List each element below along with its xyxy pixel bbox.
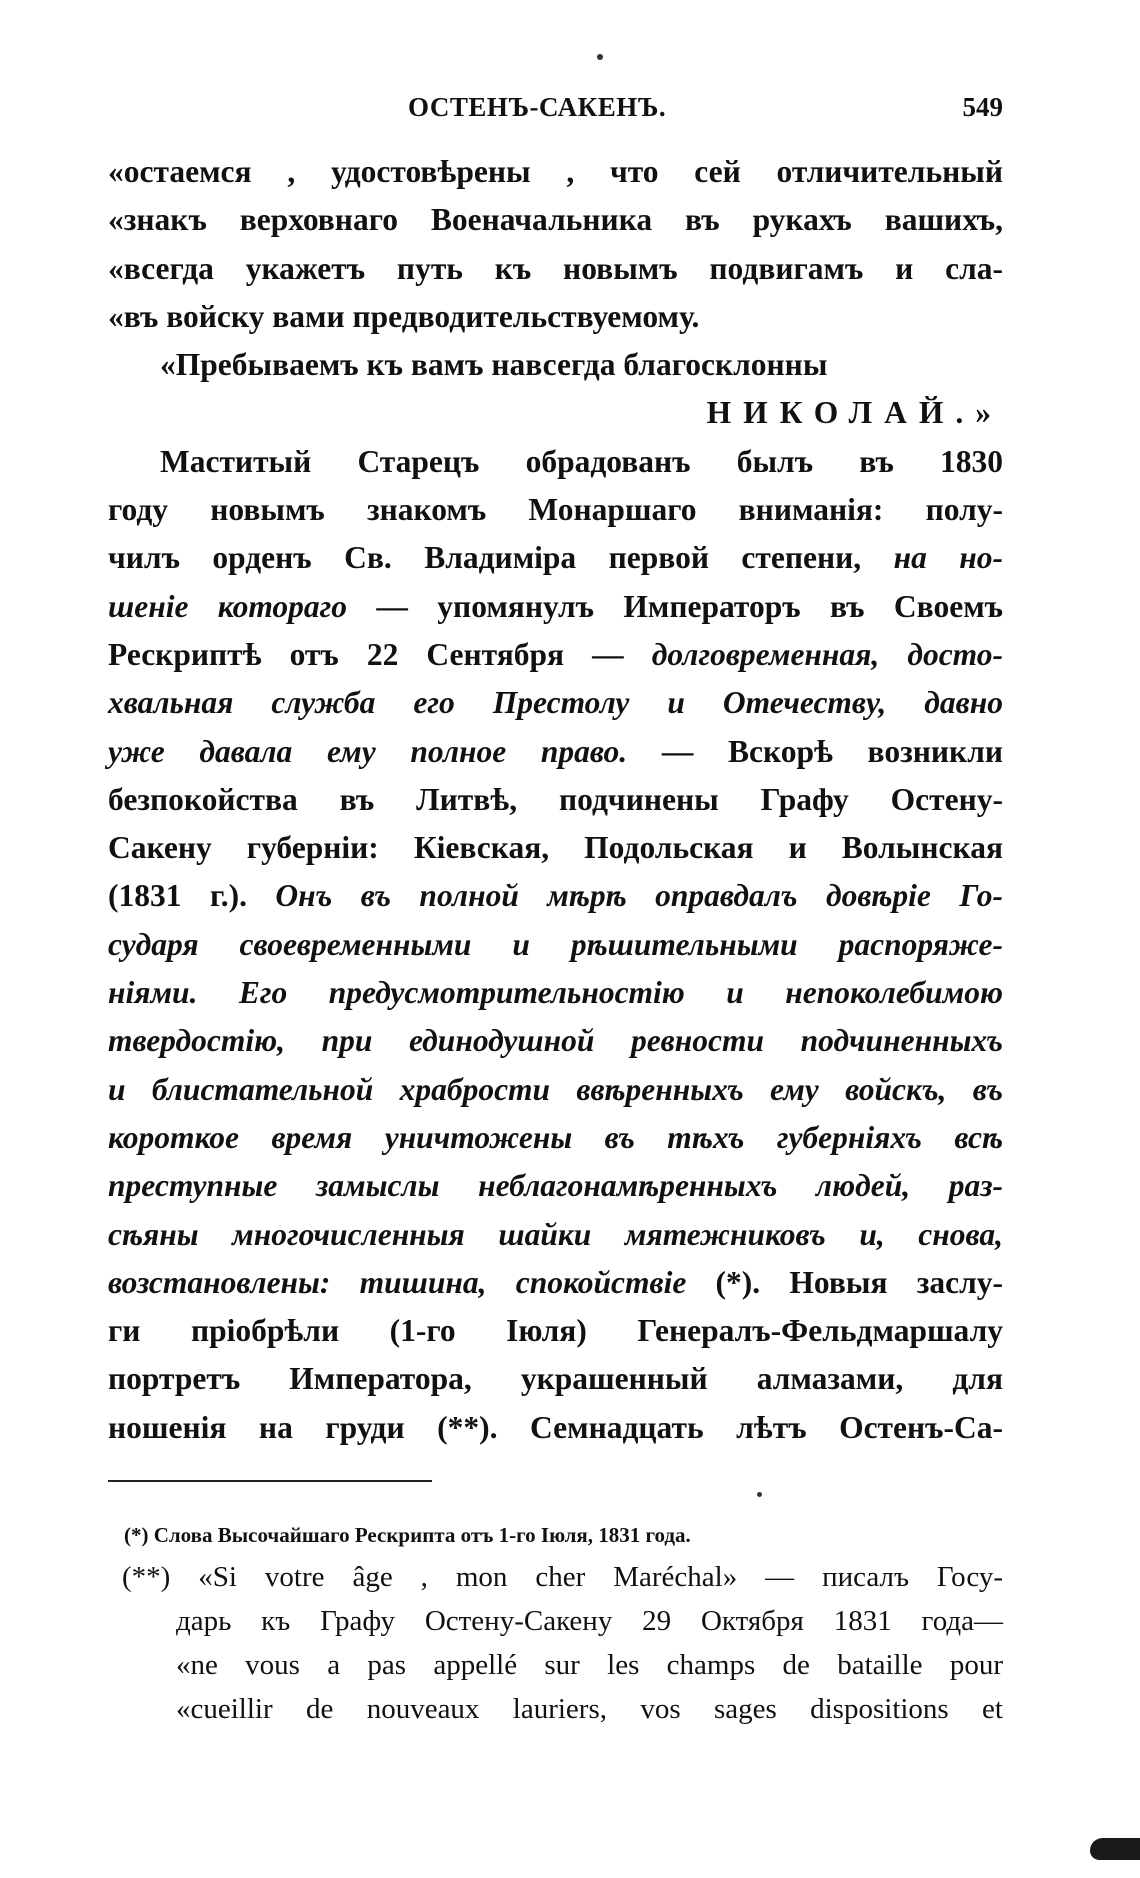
footnote-divider bbox=[108, 1480, 432, 1482]
text-run: — Вскорѣ возникли bbox=[661, 733, 1004, 769]
text-line bbox=[108, 1259, 1003, 1307]
text-run: (*). Новыя заслу- bbox=[715, 1264, 1004, 1300]
text-line: ніями. Его предусмотрительностію и непоколебимою bbox=[108, 975, 1003, 1011]
text-line: и блистательной храбрости ввѣренныхъ ему войскъ, въ bbox=[108, 1071, 1003, 1107]
text-line: «всегда укажетъ путь къ новымъ подвигамъ и сла- bbox=[108, 250, 1003, 286]
italic-run: уже давала ему полное право. bbox=[108, 733, 628, 769]
text-run: Рескриптѣ отъ 22 Сентября — bbox=[108, 636, 624, 672]
footnote-line: «cueillir de nouveaux lauriers, vos sages dispositions et bbox=[176, 1693, 1003, 1725]
text-line bbox=[108, 583, 1003, 631]
page-header bbox=[108, 92, 1003, 132]
italic-run: шеніе котораго bbox=[108, 588, 348, 624]
text-line bbox=[108, 534, 1003, 582]
print-speck bbox=[597, 54, 603, 60]
text-line: короткое время уничтожены въ тѣхъ губерніяхъ всѣ bbox=[108, 1119, 1003, 1155]
text-line: «знакъ верховнаго Военачальника въ рукахъ вашихъ, bbox=[108, 202, 1003, 238]
text-line: «въ войску вами предводительствуемому. bbox=[108, 298, 700, 334]
text-line bbox=[108, 728, 1003, 776]
text-line: «остаемся , удостовѣрены , что сей отличительный bbox=[108, 154, 1003, 189]
text-line: Сакену губерніи: Кіевская, Подольская и Волынская bbox=[108, 830, 1003, 866]
text-line: сѣяны многочисленныя шайки мятежниковъ и, снова, bbox=[108, 1216, 1003, 1252]
italic-run: на но- bbox=[893, 540, 1004, 576]
text-line: Маститый Старецъ обрадованъ былъ въ 1830 bbox=[160, 443, 1003, 479]
text-line bbox=[108, 872, 1003, 920]
text-line: хвальная служба его Престолу и Отечеству, давно bbox=[108, 685, 1003, 721]
footnote-1: (*) Слова Высочайшаго Рескрипта отъ 1-го Іюля, 1831 года. bbox=[124, 1523, 691, 1547]
italic-run: долговременная, досто- bbox=[651, 636, 1003, 672]
text-line: году новымъ знакомъ Монаршаго вниманія: полу- bbox=[108, 492, 1003, 528]
text-line: твердостію, при единодушной ревности подчиненныхъ bbox=[108, 1023, 1003, 1059]
print-speck bbox=[757, 1492, 762, 1497]
ink-smudge bbox=[1090, 1838, 1140, 1860]
text-line: сударя своевременными и рѣшительными распоряже- bbox=[108, 926, 1003, 962]
signature: НИКОЛАЙ.» bbox=[706, 395, 1003, 431]
footnote-line: (**) «Si votre âge , mon cher Maréchal» — писалъ Госу- bbox=[122, 1561, 1003, 1593]
footnotes bbox=[108, 1515, 1003, 1731]
italic-run: Онъ въ полной мѣрѣ оправдалъ довѣріе Го- bbox=[275, 878, 1004, 914]
text-run: (1831 г.). bbox=[108, 878, 247, 914]
text-line: портретъ Императора, украшенный алмазами, для bbox=[108, 1361, 1003, 1397]
text-line: ношенія на груди (**). Семнадцать лѣтъ Остенъ-Са- bbox=[108, 1409, 1003, 1445]
text-line: преступные замыслы неблагонамѣренныхъ людей, раз- bbox=[108, 1168, 1003, 1204]
text-line bbox=[108, 631, 1003, 679]
running-title: ОСТЕНЪ-САКЕНЪ. bbox=[408, 92, 667, 122]
text-run: — упомянулъ Императоръ въ Своемъ bbox=[376, 588, 1004, 624]
footnote-line: «ne vous a pas appellé sur les champs de bataille pour bbox=[176, 1649, 1003, 1681]
body-text bbox=[108, 148, 1003, 1452]
closing-formula: «Пребываемъ къ вамъ навсегда благосклонны bbox=[160, 347, 828, 383]
text-run: чилъ орденъ Св. Владиміра первой степени, bbox=[108, 540, 862, 576]
page-number: 549 bbox=[962, 92, 1003, 122]
text-line: безпокойства въ Литвѣ, подчинены Графу Остену- bbox=[108, 781, 1003, 817]
footnote-2 bbox=[108, 1555, 1003, 1731]
italic-run: возстановлены: тишина, спокойствіе bbox=[108, 1264, 687, 1300]
text-line: ги пріобрѣли (1-го Іюля) Генералъ-Фельдмаршалу bbox=[108, 1313, 1003, 1349]
footnote-line: дарь къ Графу Остену-Сакену 29 Октября 1831 года— bbox=[176, 1605, 1003, 1637]
